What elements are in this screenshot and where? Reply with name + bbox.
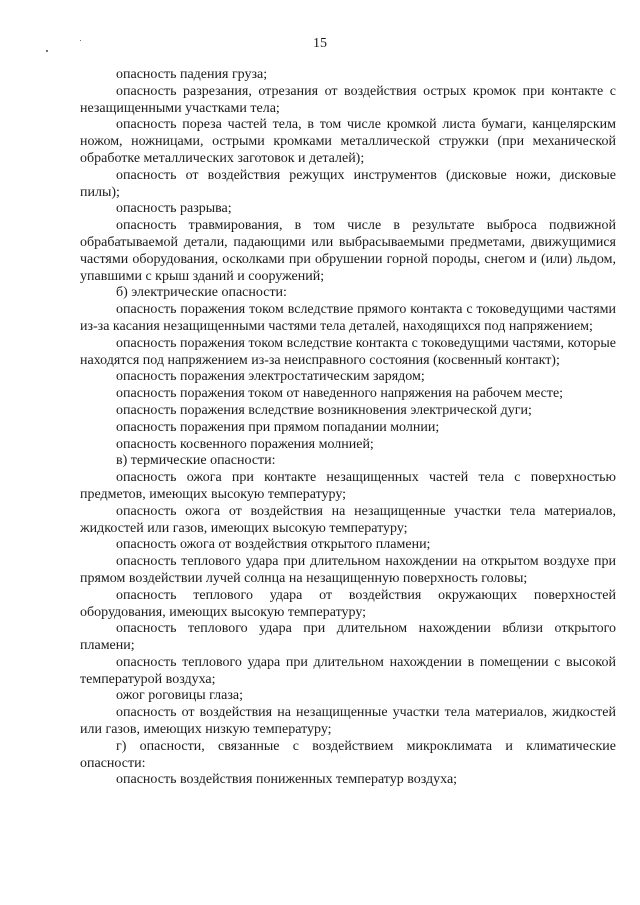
paragraph: опасность ожога от воздействия на незащищенные участки тела материалов, жидкостей или газов, имеющих высокую температуру; — [80, 503, 616, 536]
paragraph: опасность теплового удара от воздействия окружающих поверхностей оборудования, имеющих высокую температуру; — [80, 587, 616, 620]
section-heading: в) термические опасности: — [116, 453, 276, 469]
paragraph: опасность поражения током вследствие контакта с токоведущими частями, которые находятся под напряжением из-за неисправного состояния (косвенный контакт); — [80, 335, 616, 368]
section-heading: б) электрические опасности: — [116, 285, 287, 301]
document-body — [80, 67, 616, 789]
paragraph: опасность от воздействия режущих инструментов (дисковые ножи, дисковые пилы); — [80, 167, 616, 200]
page-number: 15 — [313, 36, 327, 51]
paragraph: опасность падения груза; — [116, 67, 268, 82]
paragraph: опасность разрыва; — [116, 201, 232, 217]
paragraph: опасность теплового удара при длительном нахождении на открытом воздухе при прямом воздействии лучей солнца на незащищенную поверхность головы; — [80, 554, 616, 586]
paragraph: опасность ожога при контакте незащищенных частей тела с поверхностью предметов, имеющих высокую температуру; — [80, 470, 616, 502]
paragraph: опасность ожога от воздействия открытого пламени; — [116, 537, 431, 553]
paragraph: опасность теплового удара при длительном нахождении в помещении с высокой температурой воздуха; — [80, 654, 616, 687]
paragraph: ожог роговицы глаза; — [116, 688, 243, 704]
paragraph: опасность поражения током от наведенного напряжения на рабочем месте; — [116, 386, 564, 402]
paragraph: опасность воздействия пониженных температур воздуха; — [116, 772, 458, 788]
paragraph: опасность пореза частей тела, в том числе кромкой листа бумаги, канцелярским ножом, ножницами, острыми кромками металлической стружки (при механической обработке металлических заготовок и деталей); — [80, 117, 616, 166]
paragraph: опасность травмирования, в том числе в результате выброса подвижной обрабатываемой детали, падающими или выбрасываемыми предметами, движущимися частями оборудования, осколками при обрушении горной породы, снегом и (или) льдом, упавшими с крыш зданий и сооружений; — [80, 218, 616, 284]
paragraph: опасность поражения током вследствие прямого контакта с токоведущими частями из-за касания незащищенными частями тела деталей, находящихся под напряжением; — [80, 302, 616, 334]
paragraph: опасность разрезания, отрезания от воздействия острых кромок при контакте с незащищенными участками тела; — [80, 83, 616, 116]
paragraph: опасность теплового удара при длительном нахождении вблизи открытого пламени; — [80, 621, 616, 654]
paragraph: опасность поражения электростатическим зарядом; — [116, 369, 425, 385]
paragraph: опасность поражения вследствие возникновения электрической дуги; — [116, 402, 532, 418]
paragraph: опасность косвенного поражения молнией; — [116, 436, 374, 452]
paragraph: опасность поражения при прямом попадании молнии; — [116, 419, 440, 435]
paragraph: опасность от воздействия на незащищенные участки тела материалов, жидкостей или газов, имеющих низкую температуру; — [80, 705, 616, 738]
section-heading: г) опасности, связанные с воздействием микроклимата и климатические опасности: — [80, 738, 616, 771]
